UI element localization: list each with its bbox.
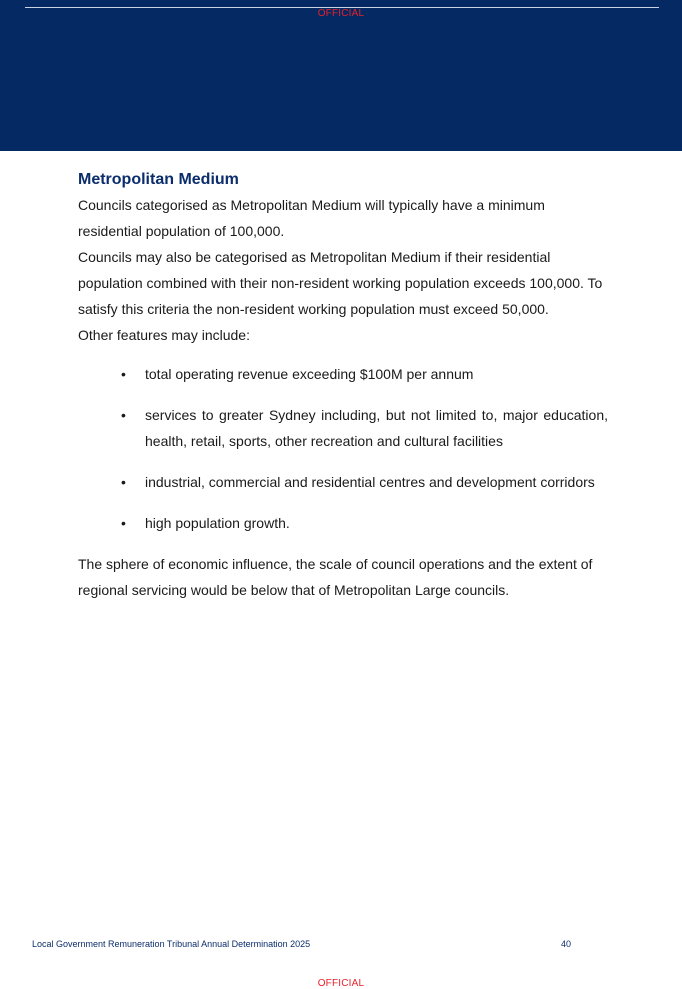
list-item-text: total operating revenue exceeding $100M per annum	[145, 366, 474, 382]
footer-page-number: 40	[561, 939, 572, 949]
list-item-text: industrial, commercial and residential centres and development corridors	[145, 474, 595, 490]
official-marking-top: OFFICIAL	[317, 8, 365, 19]
list-item	[78, 361, 608, 387]
list-item	[78, 510, 608, 536]
bullet-icon: •	[121, 515, 126, 531]
list-item-text: services to greater Sydney including, but not limited to, major education, health, retail, sports, other recreation and cultural facilities	[145, 407, 608, 449]
features-list	[78, 361, 608, 536]
paragraph-population: Councils categorised as Metropolitan Medium will typically have a minimum residential population of 100,000.	[78, 197, 545, 239]
paragraph-working-population: Councils may also be categorised as Metropolitan Medium if their residential population combined with their non-resident working population exceeds 100,000. To satisfy this criteria the non-resident working population must exceed 50,000.	[78, 249, 603, 317]
list-item	[78, 469, 608, 495]
bullet-icon: •	[121, 407, 126, 423]
page-content	[78, 168, 608, 603]
official-marking-bottom: OFFICIAL	[317, 978, 365, 989]
list-item	[78, 402, 608, 454]
header-band	[0, 0, 682, 151]
bullet-icon: •	[121, 366, 126, 382]
bullet-icon: •	[121, 474, 126, 490]
paragraph-features-intro: Other features may include:	[78, 327, 250, 343]
footer-document-title: Local Government Remuneration Tribunal Annual Determination 2025	[32, 939, 311, 949]
paragraph-closing: The sphere of economic influence, the scale of council operations and the extent of regional servicing would be below that of Metropolitan Large councils.	[78, 556, 593, 598]
section-title: Metropolitan Medium	[78, 171, 239, 188]
list-item-text: high population growth.	[145, 515, 290, 531]
